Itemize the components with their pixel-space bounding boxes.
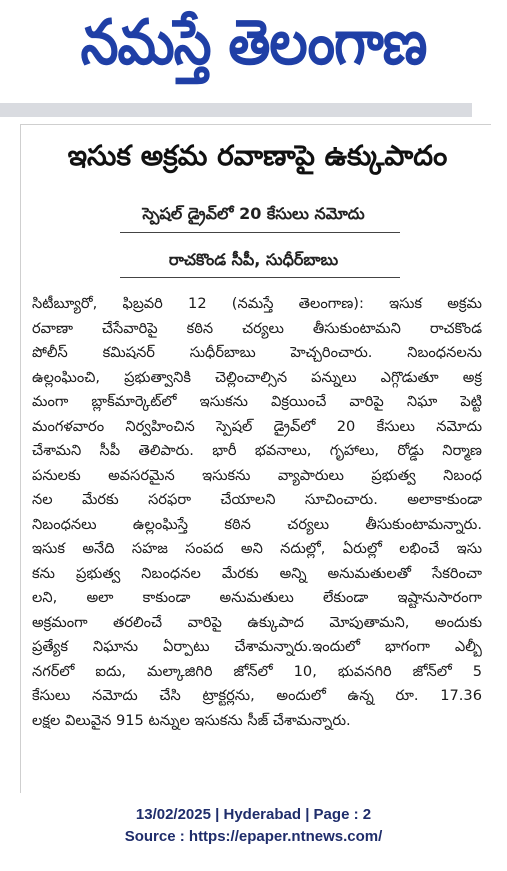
body-line: సిటీబ్యూరో, ఫిబ్రవరి 12 (నమస్తే తెలంగాణ): ఇసుక అక్రమ [32, 295, 482, 312]
article-subhead-2 [0, 250, 507, 273]
article-subhead-1 [0, 204, 507, 227]
subhead-2-text: రాచకొండ సీపీ, సుధీర్‌బాబు [168, 250, 339, 269]
article-body [32, 292, 482, 733]
subhead-1-text: స్పెషల్ డ్రైవ్‌లో 20 కేసులు నమోదు [142, 204, 365, 223]
body-line: పోలీస్ కమిషనర్ సుధీర్‌బాబు హెచ్చరించారు. నిబంధనలను [32, 344, 482, 361]
body-line: ప్రత్యేక నిఘాను ఏర్పాటు చేశామన్నారు.ఇందులో భాగంగా ఎల్బీ [32, 638, 482, 655]
body-line: అక్రమంగా తరలించే వారిపై ఉక్కుపాద మోపుతామని, అందుకు [32, 613, 482, 631]
footer-source: Source : https://epaper.ntnews.com/ [124, 828, 383, 845]
body-line: లని, అలా కాకుండా అనుమతులు లేకుండా ఇష్టానుసారంగా [32, 589, 482, 606]
body-line: మంగా బ్లాక్‌మార్కెట్‌లో ఇసుకను విక్రయించే వారిపై నిఘా పెట్టి [32, 393, 482, 410]
divider-bar [0, 103, 472, 117]
body-line: రవాణా చేసేవారిపై కఠిన చర్యలు తీసుకుంటామని రాచకొండ [32, 319, 482, 337]
subhead-2-underline [120, 277, 400, 278]
body-line: పనులకు అవసరమైన ఇసుకను వ్యాపారులు ప్రభుత్వ నిబంధ [32, 466, 482, 484]
body-line: కేసులు నమోదు చేసి ట్రాక్టర్లను, అందులో ఉన్న రూ. 17.36 [32, 687, 482, 704]
body-line: నల మేరకు సరఫరా చేయాలని సూచించారు. అలాకాకుండా [32, 491, 482, 508]
masthead-title: నమస్తే తెలంగాణ [80, 5, 427, 79]
body-line: చేశామని సీపీ తెలిపారు. భారీ భవనాలు, గృహాలు, రోడ్డు నిర్మాణ [32, 442, 482, 459]
body-line: కను ప్రభుత్వ నిబంధనల మేరకు అన్ని అనుమతులతో సేకరించా [32, 564, 482, 582]
body-line: మంగళవారం నిర్వహించిన స్పెషల్ డ్రైవ్‌లో 20 కేసులు నమోదు [32, 417, 482, 435]
masthead [0, 0, 507, 100]
article-headline: ఇసుక అక్రమ రవాణాపై ఉక్కుపాదం [67, 139, 448, 172]
body-line: ఇసుక అనేది సహజ సంపద అని నదుల్లో, ఏరుల్లో లభించే ఇసు [32, 540, 482, 557]
footer-dateline: 13/02/2025 | Hyderabad | Page : 2 [135, 806, 372, 823]
body-line: నిబంధనలు ఉల్లంఘిస్తే కఠిన చర్యలు తీసుకుంటామన్నారు. [32, 515, 482, 533]
body-line: లక్షల విలువైన 915 టన్నుల ఇసుకను సీజ్ చేశామన్నారు. [32, 711, 351, 729]
body-line: ఉల్లంఘించి, ప్రభుత్వానికి చెల్లించాల్సిన పన్నులు ఎగ్గొడుతూ అక్ర [32, 368, 482, 386]
body-line: నగర్‌లో ఐదు, మల్కాజిగిరి జోన్‌లో 10, భువనగిరి జోన్‌లో 5 [32, 662, 482, 680]
subhead-1-underline [120, 232, 400, 233]
